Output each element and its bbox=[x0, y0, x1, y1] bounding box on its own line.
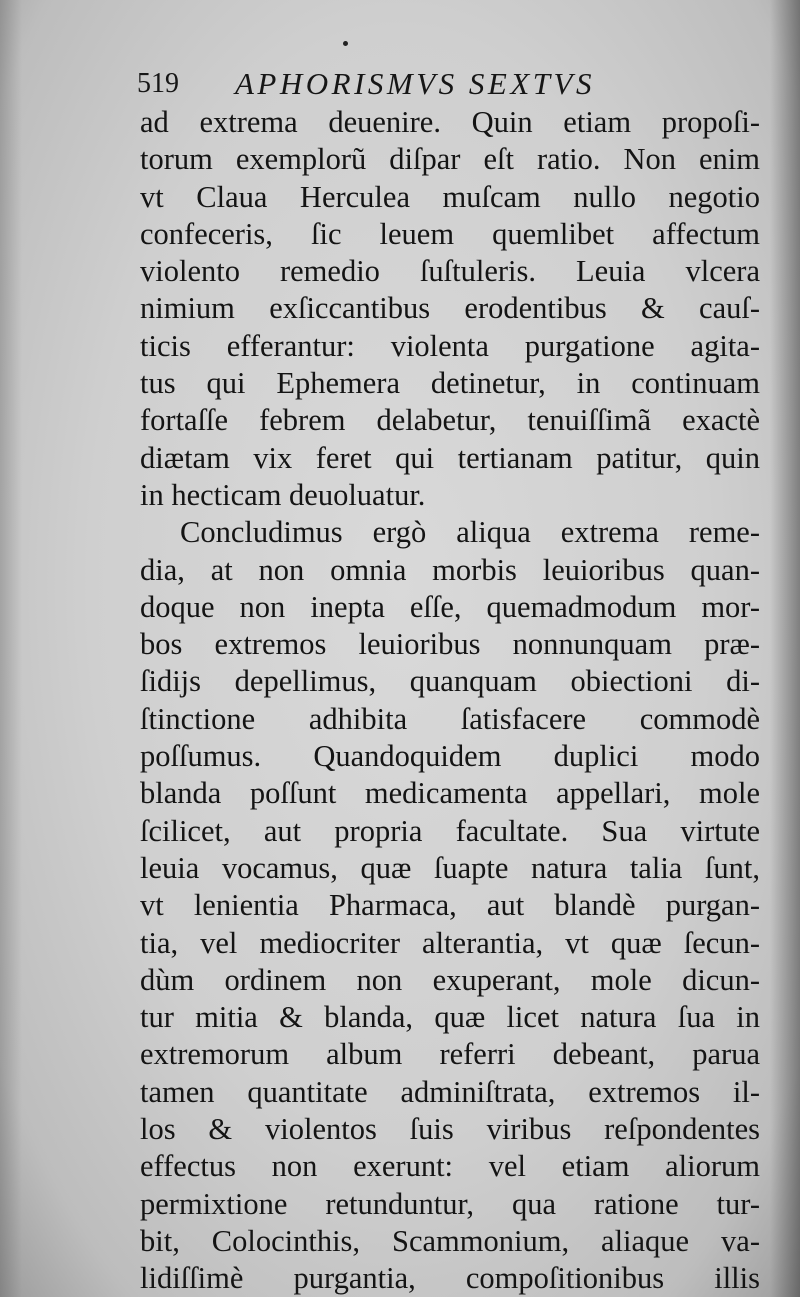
ink-dot bbox=[343, 41, 348, 46]
text-line: tia, vel mediocriter alterantia, vt quæ ſecun- bbox=[140, 925, 760, 960]
text-line: vt Claua Herculea muſcam nullo negotio bbox=[140, 179, 760, 214]
body-text bbox=[140, 104, 760, 1297]
text-line: ad extrema deuenire. Quin etiam propoſi- bbox=[140, 105, 760, 139]
page-shadow-right bbox=[770, 0, 800, 1297]
text-line: ſtinctione adhibita ſatisfacere commodè bbox=[140, 701, 760, 736]
text-line: ſcilicet, aut propria facultate. Sua virtute bbox=[140, 813, 760, 848]
text-line: blanda poſſunt medicamenta appellari, mole bbox=[140, 776, 760, 811]
text-line: los & violentos ſuis viribus reſpondentes bbox=[140, 1112, 760, 1147]
text-line: lidiſſimè purgantia, compoſitionibus illis bbox=[140, 1261, 760, 1296]
text-line: tamen quantitate adminiſtrata, extremos il- bbox=[140, 1074, 760, 1109]
text-line: poſſumus. Quandoquidem duplici modo bbox=[140, 739, 760, 774]
text-line: doque non inepta eſſe, quemadmodum mor- bbox=[140, 589, 760, 624]
text-line: vt lenientia Pharmaca, aut blandè purgan- bbox=[140, 888, 760, 923]
text-line: permixtione retunduntur, qua ratione tur- bbox=[140, 1186, 760, 1221]
text-line: torum exemplorũ diſpar eſt ratio. Non enim bbox=[140, 142, 760, 177]
paragraph-start-line: Concludimus ergò aliqua extrema reme- bbox=[180, 515, 760, 550]
running-head: APHORISMVS SEXTVS bbox=[235, 66, 595, 101]
text-line: ſidijs depellimus, quanquam obiectioni di- bbox=[140, 664, 760, 699]
text-line: fortaſſe febrem delabetur, tenuiſſimã exactè bbox=[140, 403, 760, 438]
page-header bbox=[137, 64, 737, 104]
text-line: violento remedio ſuſtuleris. Leuia vlcera bbox=[140, 254, 760, 289]
text-line: diætam vix feret qui tertianam patitur, quin bbox=[140, 440, 760, 475]
text-line: effectus non exerunt: vel etiam aliorum bbox=[140, 1149, 760, 1184]
text-line: bit, Colocinthis, Scammonium, aliaque va- bbox=[140, 1223, 760, 1258]
text-line: leuia vocamus, quæ ſuapte natura talia ſunt, bbox=[140, 850, 760, 885]
text-line: ticis efferantur: violenta purgatione agita- bbox=[140, 328, 760, 363]
text-line: tus qui Ephemera detinetur, in continuam bbox=[140, 366, 760, 401]
text-line: dùm ordinem non exuperant, mole dicun- bbox=[140, 962, 760, 997]
text-line: extremorum album referri debeant, parua bbox=[140, 1037, 760, 1072]
text-line: nimium exſiccantibus erodentibus & cauſ- bbox=[140, 291, 760, 326]
paragraph-end-line: in hecticam deuoluatur. bbox=[140, 477, 426, 512]
text-line: bos extremos leuioribus nonnunquam præ- bbox=[140, 627, 760, 662]
text-line: dia, at non omnia morbis leuioribus quan- bbox=[140, 552, 760, 587]
page-number: 519 bbox=[137, 68, 179, 99]
page-shadow-left bbox=[0, 0, 22, 1297]
text-line: confeceris, ſic leuem quemlibet affectum bbox=[140, 216, 760, 251]
text-line: tur mitia & blanda, quæ licet natura ſua in bbox=[140, 1000, 760, 1035]
